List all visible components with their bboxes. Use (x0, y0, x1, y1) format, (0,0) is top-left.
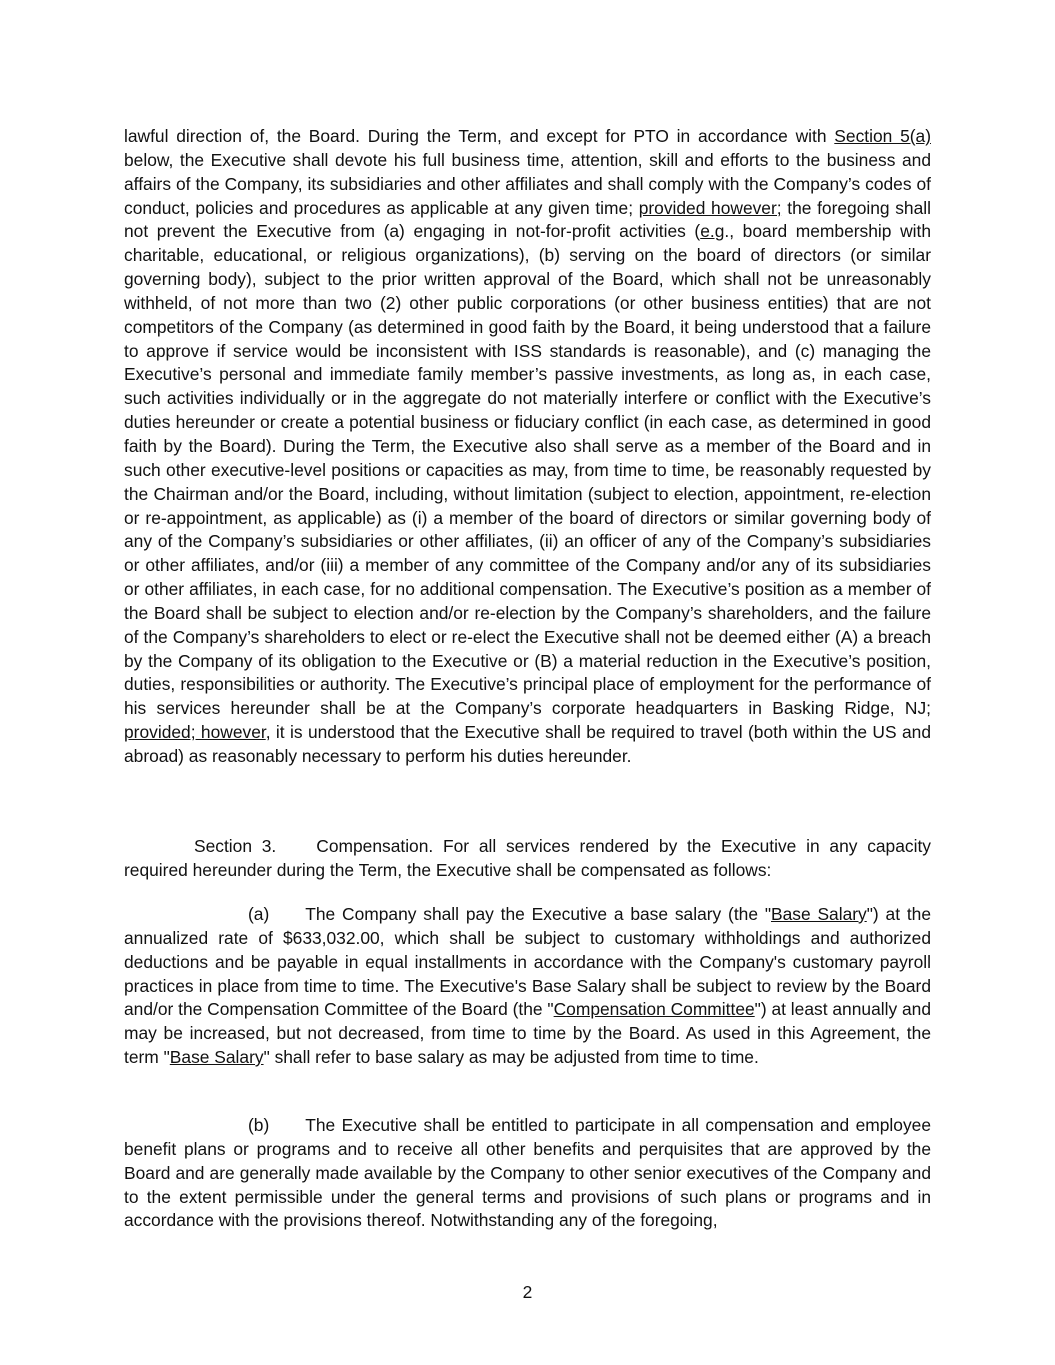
subsection-b-text: The Executive shall be entitled to participate in all compensation and employee benefit plans or programs and to receive all other benefits and perquisites that are approved by the Board and are generally made available by the Company to other senior executives of the Company and to the extent permissible under the general terms and provisions of such plans or programs and in accordance with the provisions thereof. Notwithstanding any of the foregoing, (124, 1115, 931, 1231)
text-segment: lawful direction of, the Board. During the Term, and except for PTO in accordance with (124, 126, 835, 146)
defined-term-compensation-committee: Compensation Committee (553, 999, 755, 1020)
underlined-term-provided-however-2: provided; however (124, 722, 266, 743)
text-segment: ") at the annualized rate of $633,032.00, which shall be subject to customary withholdings and authorized deductions and be payable in equal installments in accordance with the Company's customary payroll practices in place from time to time. The Executive's Base Salary shall be subject to review by the Board and/or the Compensation Committee of the Board (the " (124, 904, 932, 1020)
section-3-label: Section 3. (194, 836, 277, 856)
underlined-term-eg: e.g (700, 221, 725, 242)
text-segment: the foregoing shall not prevent the Executive from (a) engaging in not-for-profit activities ( (124, 197, 931, 242)
page-number: 2 (522, 1282, 533, 1302)
paragraph-duties (124, 125, 931, 769)
section-3-text: Compensation. For all services rendered by the Executive in any capacity required hereunder during the Term, the Executive shall be compensated as follows: (124, 836, 931, 880)
text-segment: , it is understood that the Executive shall be required to travel (both within the US and abroad) as reasonably necessary to perform his duties hereunder. (124, 722, 931, 766)
text-segment: ") at least annually and may be increased, but not decreased, from time to time by the Board. As used in this Agreement, the term " (124, 999, 932, 1068)
underlined-term-provided-however: provided however; (638, 197, 782, 218)
paragraph-subsection-a (124, 903, 931, 1070)
defined-term-base-salary-2: Base Salary (169, 1047, 264, 1068)
section-reference-link: Section 5(a) (834, 126, 931, 146)
text-segment: " shall refer to base salary as may be adjusted from time to time. (263, 1047, 759, 1068)
text-segment: below, the Executive shall devote his full business time, attention, skill and efforts to the business and affairs of the Company, its subsidiaries and other affiliates and shall comply with the Company’s codes of conduct, policies and procedures as applicable at any given time; (124, 149, 931, 218)
subsection-a-label: (a) (248, 904, 270, 924)
text-segment: The Company shall pay the Executive a base salary (the " (305, 904, 771, 924)
paragraph-subsection-b (124, 1114, 931, 1233)
defined-term-base-salary: Base Salary (771, 904, 867, 924)
subsection-b-label: (b) (248, 1115, 270, 1135)
text-segment: ., board membership with charitable, educational, or religious organizations), (b) serving on the board of directors (or similar governing body), subject to the prior written approval of the Board, which shall not be unreasonably withheld, of not more than two (2) other public corporations (or other business entities) that are not competitors of the Company (as determined in good faith by the Board, it being understood that a failure to approve if service would be inconsistent with ISS standards is reasonable), and (c) managing the Executive’s personal and immediate family member’s passive investments, as long as, in each case, such activities individually or in the aggregate do not materially interfere or conflict with the Executive’s duties hereunder or create a potential business or fiduciary conflict (in each case, as determined in good faith by the Board). During the Term, the Executive also shall serve as a member of the Board and in such other executive-level positions or capacities as may, from time to time, be reasonably requested by the Chairman and/or the Board, including, without limitation (subject to election, appointment, re-election or re-appointment, as applicable) as (i) a member of the board of directors or similar governing body of any of the Company’s subsidiaries or other affiliates, (ii) an officer of any of the Company’s subsidiaries or other affiliates, and/or (iii) a member of any committee of the Company and/or any of its subsidiaries or other affiliates, in each case, for no additional compensation. The Executive’s position as a member of the Board shall be subject to election and/or re-election by the Company’s shareholders, and the failure of the Company’s shareholders to elect or re-elect the Executive shall not be deemed either (A) a breach by the Company of its obligation to the Executive or (B) a material reduction in the Executive’s position, duties, responsibilities or authority. The Executive’s principal place of employment for the performance of his services hereunder shall be at the Company’s corporate headquarters in Basking Ridge, NJ; (124, 221, 931, 719)
paragraph-section-3 (124, 835, 931, 883)
